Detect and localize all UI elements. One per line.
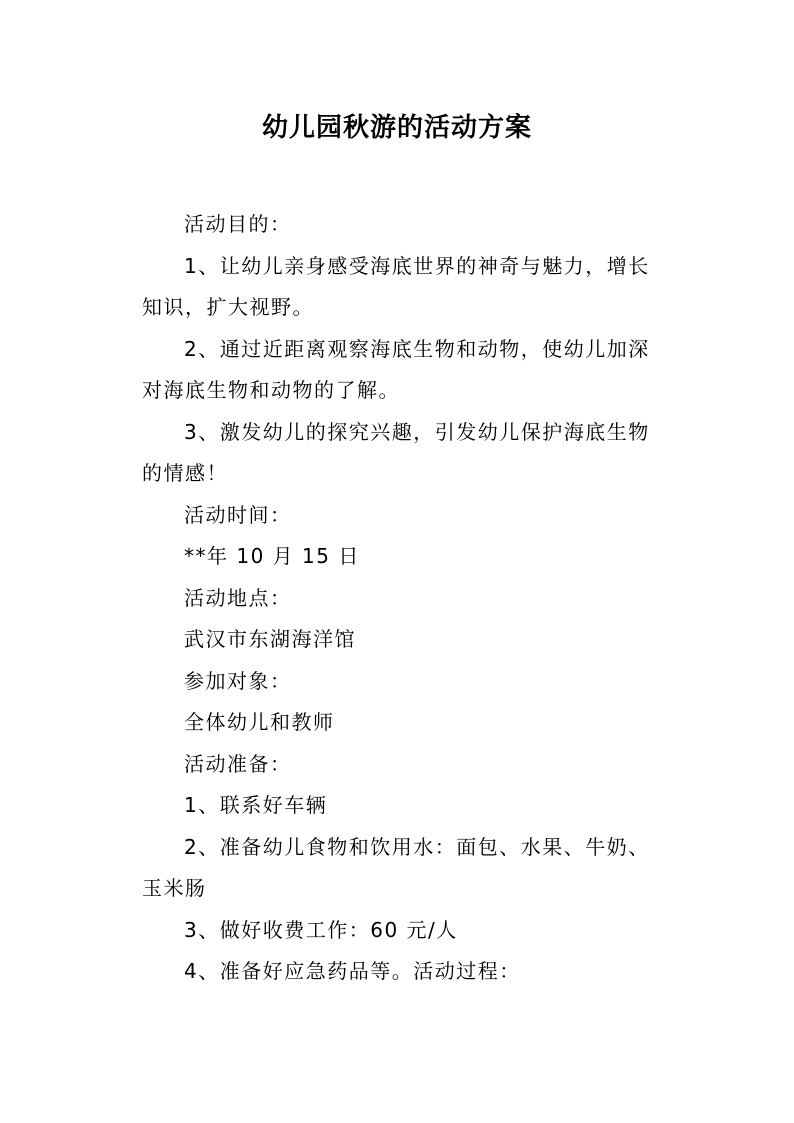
paragraph-preparation-4: 4、准备好应急药品等。活动过程： [184,959,521,983]
paragraph-purpose-3: 3、激发幼儿的探究兴趣，引发幼儿保护海底生物的情感！ [142,419,650,485]
document-title: 幼儿园秋游的活动方案 [261,113,532,143]
paragraph-purpose-2: 2、通过近距离观察海底生物和动物，使幼儿加深对海底生物和动物的了解。 [142,336,650,402]
paragraph-purpose-heading: 活动目的： [184,212,292,236]
paragraph-location-value: 武汉市东湖海洋馆 [184,627,356,651]
paragraph-preparation-3: 3、做好收费工作：60 元/人 [184,917,458,942]
paragraph-time-heading: 活动时间： [184,502,292,527]
paragraph-time-value: **年 10 月 15 日 [184,544,360,568]
paragraph-location-heading: 活动地点： [184,585,292,610]
paragraph-preparation-1: 1、联系好车辆 [184,793,328,817]
paragraph-preparation-heading: 活动准备： [184,751,292,776]
document-body [142,204,662,993]
paragraph-purpose-1: 1、让幼儿亲身感受海底世界的神奇与魅力，增长知识，扩大视野。 [142,253,650,319]
paragraph-participants-heading: 参加对象： [184,668,292,693]
paragraph-participants-value: 全体幼儿和教师 [184,710,335,734]
paragraph-preparation-2: 2、准备幼儿食物和饮用水：面包、水果、牛奶、玉米肠 [142,834,650,900]
